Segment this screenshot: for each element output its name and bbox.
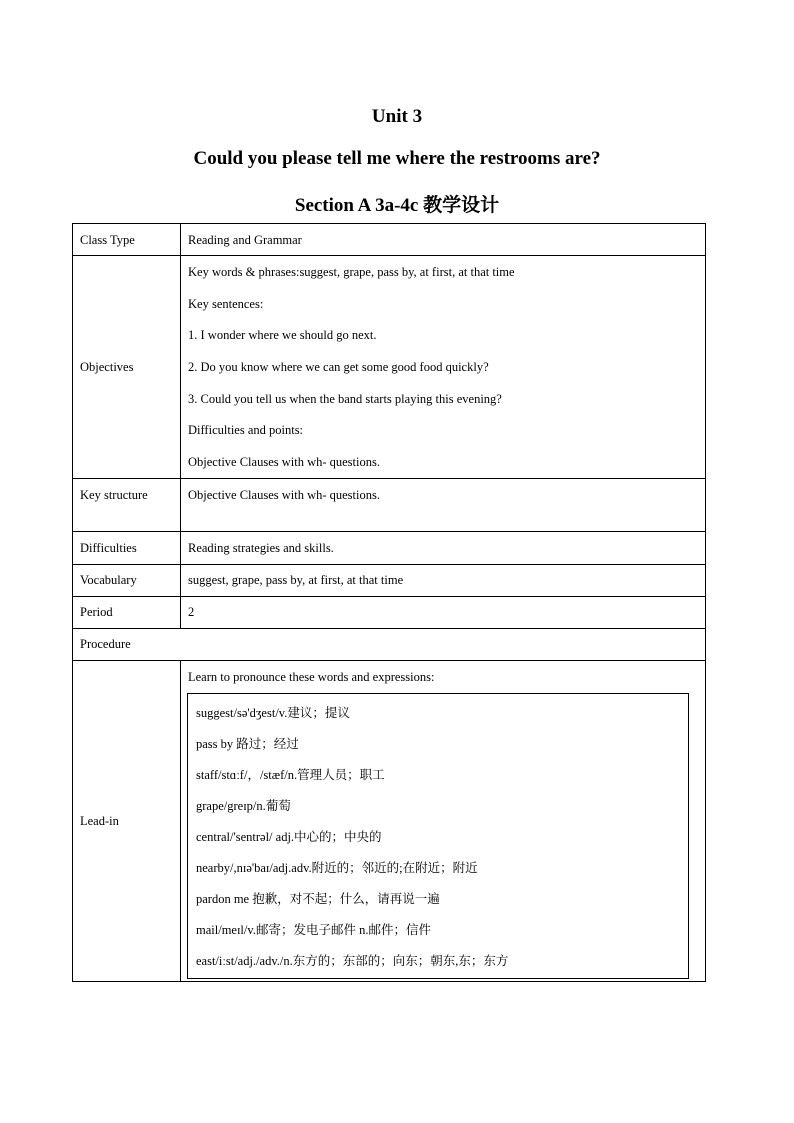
class-type-label: Class Type <box>73 224 181 256</box>
vocabulary-label: Vocabulary <box>73 564 181 596</box>
unit-title: Unit 3 <box>371 106 423 127</box>
vocab-item: central/'sentrəl/ adj.中心的；中央的 <box>196 830 382 845</box>
objective-line: Difficulties and points: <box>188 423 304 438</box>
objective-line: 1. I wonder where we should go next. <box>188 328 377 343</box>
difficulties-label: Difficulties <box>73 531 181 564</box>
section-title: Section A 3a-4c 教学设计 <box>294 195 500 216</box>
objective-line: Key words & phrases:suggest, grape, pass by, at first, at that time <box>188 265 515 279</box>
period-value: 2 <box>181 596 706 628</box>
objective-line: Objective Clauses with wh- questions. <box>188 454 380 469</box>
row-period <box>73 596 706 628</box>
lead-in-content <box>181 660 706 981</box>
vocab-item: staff/stɑːf/，/stæf/n.管理人员；职工 <box>196 768 385 783</box>
row-procedure <box>73 628 706 660</box>
row-difficulties <box>73 531 706 564</box>
vocab-item: grape/greɪp/n.葡萄 <box>196 799 291 814</box>
period-label: Period <box>73 596 181 628</box>
procedure-label: Procedure <box>73 628 706 660</box>
lead-in-label: Lead-in <box>73 660 181 981</box>
vocab-item: east/iːst/adj./adv./n.东方的；东部的；向东；朝东,东；东方 <box>196 954 509 969</box>
objective-line: 3. Could you tell us when the band starts playing this evening? <box>188 391 502 406</box>
row-key-structure <box>73 478 706 531</box>
vocab-item: pass by 路过；经过 <box>196 737 299 752</box>
vocab-item: mail/meɪl/v.邮寄；发电子邮件 n.邮件；信件 <box>196 923 431 938</box>
key-structure-value: Objective Clauses with wh- questions. <box>181 478 706 531</box>
objective-line: 2. Do you know where we can get some good food quickly? <box>188 359 489 374</box>
row-objectives <box>73 256 706 479</box>
lesson-question-title: Could you please tell me where the restrooms are? <box>193 148 601 169</box>
class-type-value: Reading and Grammar <box>181 224 706 256</box>
row-class-type <box>73 224 706 256</box>
vocabulary-box <box>187 693 689 979</box>
lead-in-intro: Learn to pronounce these words and expressions: <box>188 669 435 684</box>
lesson-plan-table <box>72 223 706 982</box>
difficulties-value: Reading strategies and skills. <box>181 531 706 564</box>
objectives-label: Objectives <box>73 256 181 479</box>
vocab-item: suggest/sə'dʒest/v.建议；提议 <box>196 706 350 721</box>
objective-line: Key sentences: <box>188 296 264 311</box>
key-structure-label: Key structure <box>73 478 181 531</box>
objectives-content <box>181 256 706 479</box>
row-lead-in <box>73 660 706 981</box>
vocab-item: pardon me 抱歉，对不起；什么，请再说一遍 <box>196 892 440 907</box>
vocab-item: nearby/,nɪə'baɪ/adj.adv.附近的；邻近的;在附近；附近 <box>196 861 478 876</box>
row-vocabulary <box>73 564 706 596</box>
vocabulary-value: suggest, grape, pass by, at first, at that time <box>181 564 706 596</box>
